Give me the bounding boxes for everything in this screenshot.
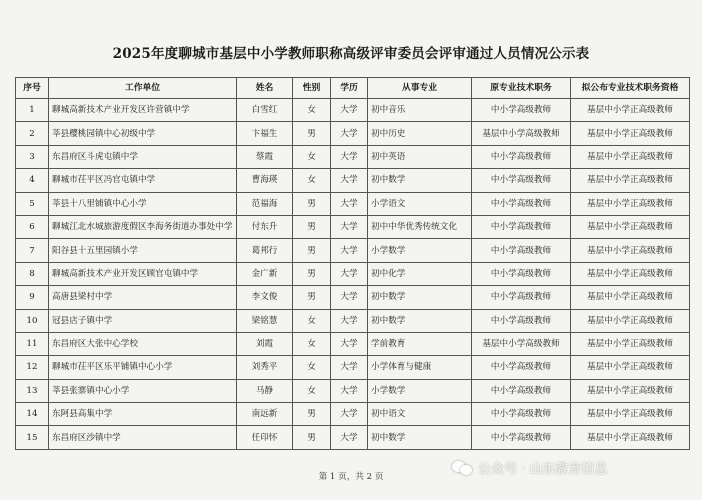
cell-index: 12: [16, 356, 49, 379]
cell-original-title: 中小学高级教师: [472, 403, 571, 426]
cell-proposed-title: 基层中小学正高级教师: [571, 192, 690, 215]
cell-gender: 女: [293, 309, 331, 332]
cell-original-title: 中小学高级教师: [472, 286, 571, 309]
cell-proposed-title: 基层中小学正高级教师: [571, 286, 690, 309]
cell-index: 8: [16, 262, 49, 285]
table-row: [16, 215, 690, 238]
cell-original-title: 基层中小学高级教师: [472, 332, 571, 355]
cell-proposed-title: 基层中小学正高级教师: [571, 356, 690, 379]
cell-proposed-title: 基层中小学正高级教师: [571, 379, 690, 402]
cell-index: 13: [16, 379, 49, 402]
cell-education: 大学: [331, 169, 368, 192]
cell-education: 大学: [331, 332, 368, 355]
cell-specialty: 初中数学: [368, 426, 472, 449]
wechat-icon: [452, 460, 474, 476]
cell-index: 14: [16, 403, 49, 426]
cell-name: 范福海: [237, 192, 293, 215]
table-row: [16, 426, 690, 449]
cell-specialty: 初中历史: [368, 122, 472, 145]
cell-index: 11: [16, 332, 49, 355]
cell-specialty: 初中数学: [368, 286, 472, 309]
cell-index: 3: [16, 145, 49, 168]
cell-name: 刘霞: [237, 332, 293, 355]
cell-specialty: 初中中华优秀传统文化: [368, 215, 472, 238]
cell-education: 大学: [331, 239, 368, 262]
cell-original-title: 中小学高级教师: [472, 356, 571, 379]
page-number-footer: 第 1 页，共 2 页: [318, 472, 384, 482]
cell-education: 大学: [331, 99, 368, 122]
table-row: [16, 356, 690, 379]
cell-name: 任印怀: [237, 426, 293, 449]
cell-proposed-title: 基层中小学正高级教师: [571, 99, 690, 122]
table-row: [16, 332, 690, 355]
cell-proposed-title: 基层中小学正高级教师: [571, 215, 690, 238]
cell-index: 9: [16, 286, 49, 309]
cell-gender: 男: [293, 262, 331, 285]
cell-work-unit: 莘县樱桃园镇中心初级中学: [49, 122, 237, 145]
cell-name: 刘秀平: [237, 356, 293, 379]
cell-index: 5: [16, 192, 49, 215]
cell-gender: 女: [293, 379, 331, 402]
cell-name: 南远新: [237, 403, 293, 426]
cell-index: 10: [16, 309, 49, 332]
cell-gender: 男: [293, 403, 331, 426]
cell-gender: 男: [293, 426, 331, 449]
cell-proposed-title: 基层中小学正高级教师: [571, 122, 690, 145]
cell-index: 6: [16, 215, 49, 238]
cell-work-unit: 东昌府区斗虎屯镇中学: [49, 145, 237, 168]
cell-gender: 男: [293, 192, 331, 215]
table-row: [16, 309, 690, 332]
cell-original-title: 中小学高级教师: [472, 215, 571, 238]
watermark-text: 公众号 · 山东教育信息: [478, 462, 608, 477]
cell-work-unit: 高唐县梁村中学: [49, 286, 237, 309]
cell-original-title: 中小学高级教师: [472, 192, 571, 215]
header-gender: 性别: [293, 78, 331, 99]
table-row: [16, 379, 690, 402]
cell-education: 大学: [331, 286, 368, 309]
cell-original-title: 中小学高级教师: [472, 262, 571, 285]
cell-name: 付东升: [237, 215, 293, 238]
cell-specialty: 初中音乐: [368, 99, 472, 122]
cell-original-title: 中小学高级教师: [472, 239, 571, 262]
cell-work-unit: 莘县十八里铺镇中心小学: [49, 192, 237, 215]
cell-name: 马静: [237, 379, 293, 402]
cell-specialty: 初中语文: [368, 403, 472, 426]
cell-specialty: 初中数学: [368, 309, 472, 332]
cell-name: 李文俊: [237, 286, 293, 309]
cell-gender: 男: [293, 286, 331, 309]
cell-education: 大学: [331, 262, 368, 285]
cell-gender: 女: [293, 99, 331, 122]
cell-name: 卞福生: [237, 122, 293, 145]
header-original-title: 原专业技术职务: [472, 78, 571, 99]
header-work-unit: 工作单位: [49, 78, 237, 99]
cell-original-title: 中小学高级教师: [472, 379, 571, 402]
cell-education: 大学: [331, 356, 368, 379]
cell-work-unit: 阳谷县十五里园镇小学: [49, 239, 237, 262]
table-row: [16, 169, 690, 192]
cell-education: 大学: [331, 426, 368, 449]
cell-proposed-title: 基层中小学正高级教师: [571, 262, 690, 285]
cell-education: 大学: [331, 403, 368, 426]
cell-specialty: 小学体育与健康: [368, 356, 472, 379]
cell-gender: 女: [293, 145, 331, 168]
table-row: [16, 122, 690, 145]
cell-gender: 男: [293, 122, 331, 145]
cell-name: 梁铭慧: [237, 309, 293, 332]
cell-education: 大学: [331, 309, 368, 332]
cell-proposed-title: 基层中小学正高级教师: [571, 239, 690, 262]
cell-education: 大学: [331, 192, 368, 215]
cell-education: 大学: [331, 215, 368, 238]
cell-work-unit: 东昌府区大张中心学校: [49, 332, 237, 355]
cell-name: 金广新: [237, 262, 293, 285]
cell-gender: 女: [293, 332, 331, 355]
cell-specialty: 初中化学: [368, 262, 472, 285]
document-title: 2025年度聊城市基层中小学教师职称高级评审委员会评审通过人员情况公示表: [112, 46, 590, 62]
roster-table: [15, 77, 690, 450]
cell-work-unit: 聊城市茌平区冯官屯镇中学: [49, 169, 237, 192]
cell-original-title: 基层中小学高级教师: [472, 122, 571, 145]
cell-work-unit: 东昌府区沙镇中学: [49, 426, 237, 449]
cell-original-title: 中小学高级教师: [472, 169, 571, 192]
watermark: [452, 458, 607, 477]
cell-name: 曹海瑛: [237, 169, 293, 192]
cell-specialty: 初中英语: [368, 145, 472, 168]
cell-specialty: 小学数学: [368, 379, 472, 402]
cell-index: 1: [16, 99, 49, 122]
cell-proposed-title: 基层中小学正高级教师: [571, 145, 690, 168]
cell-work-unit: 聊城高新技术产业开发区许营镇中学: [49, 99, 237, 122]
cell-proposed-title: 基层中小学正高级教师: [571, 169, 690, 192]
cell-work-unit: 莘县张寨镇中心小学: [49, 379, 237, 402]
cell-original-title: 中小学高级教师: [472, 145, 571, 168]
table-row: [16, 286, 690, 309]
table-row: [16, 403, 690, 426]
header-proposed-title: 拟公布专业技术职务资格: [571, 78, 690, 99]
cell-specialty: 初中数学: [368, 169, 472, 192]
cell-index: 4: [16, 169, 49, 192]
table-row: [16, 192, 690, 215]
cell-specialty: 学前教育: [368, 332, 472, 355]
cell-index: 7: [16, 239, 49, 262]
cell-original-title: 中小学高级教师: [472, 309, 571, 332]
table-row: [16, 99, 690, 122]
cell-proposed-title: 基层中小学正高级教师: [571, 426, 690, 449]
header-education: 学历: [331, 78, 368, 99]
cell-gender: 男: [293, 215, 331, 238]
cell-name: 葛邦行: [237, 239, 293, 262]
header-specialty: 从事专业: [368, 78, 472, 99]
cell-education: 大学: [331, 379, 368, 402]
table-row: [16, 145, 690, 168]
cell-gender: 女: [293, 169, 331, 192]
cell-gender: 女: [293, 356, 331, 379]
cell-work-unit: 冠县店子镇中学: [49, 309, 237, 332]
cell-index: 15: [16, 426, 49, 449]
cell-work-unit: 聊城高新技术产业开发区顾官屯镇中学: [49, 262, 237, 285]
cell-original-title: 中小学高级教师: [472, 426, 571, 449]
cell-gender: 男: [293, 239, 331, 262]
cell-specialty: 小学语文: [368, 192, 472, 215]
cell-proposed-title: 基层中小学正高级教师: [571, 332, 690, 355]
roster-table-body: [16, 99, 690, 450]
cell-work-unit: 聊城市茌平区乐平铺镇中心小学: [49, 356, 237, 379]
cell-name: 白雪红: [237, 99, 293, 122]
table-row: [16, 262, 690, 285]
table-row: [16, 239, 690, 262]
cell-name: 蔡霞: [237, 145, 293, 168]
cell-original-title: 中小学高级教师: [472, 99, 571, 122]
cell-proposed-title: 基层中小学正高级教师: [571, 309, 690, 332]
cell-specialty: 小学数学: [368, 239, 472, 262]
cell-work-unit: 聊城江北水城旅游度假区李海务街道办事处中学: [49, 215, 237, 238]
cell-work-unit: 东阿县高集中学: [49, 403, 237, 426]
cell-education: 大学: [331, 145, 368, 168]
header-index: 序号: [16, 78, 49, 99]
table-header-row: [16, 78, 690, 99]
cell-proposed-title: 基层中小学正高级教师: [571, 403, 690, 426]
cell-index: 2: [16, 122, 49, 145]
header-name: 姓名: [237, 78, 293, 99]
cell-education: 大学: [331, 122, 368, 145]
